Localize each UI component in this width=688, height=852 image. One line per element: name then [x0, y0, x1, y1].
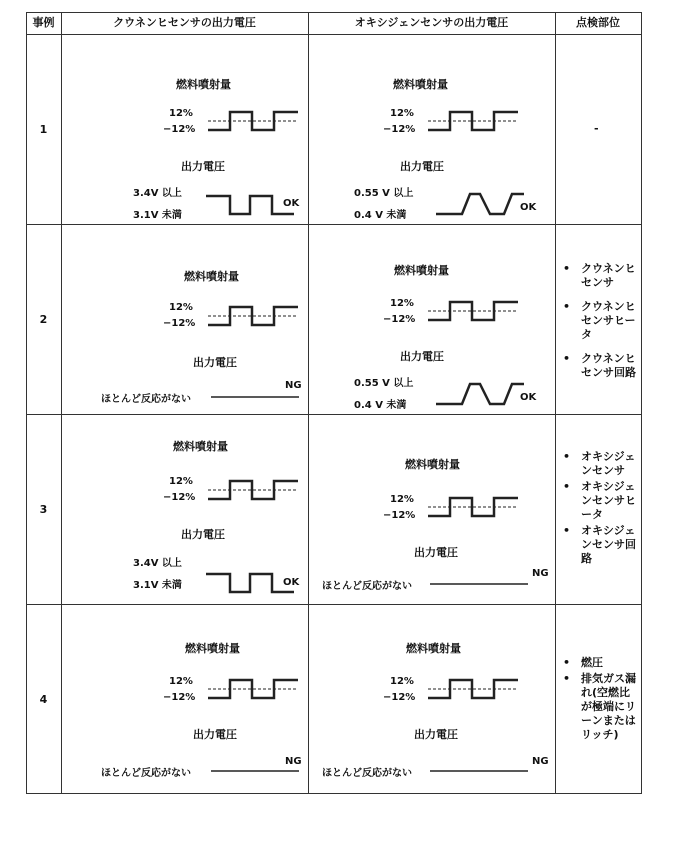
output-voltage-label: 出力電圧 — [400, 160, 444, 173]
injection-waveform — [428, 109, 518, 133]
o2-high-label: 0.55 V 以上 — [354, 378, 414, 389]
flat-output-line — [211, 769, 301, 773]
injection-waveform — [428, 495, 518, 519]
row3-parts-cell — [555, 414, 641, 604]
row4-o2-cell — [308, 604, 555, 794]
injection-waveform — [208, 478, 298, 502]
injection-waveform — [208, 677, 298, 701]
output-voltage-label: 出力電圧 — [400, 350, 444, 363]
o2-low-label: 0.4 V 未満 — [354, 210, 407, 221]
header-crank-sensor: クウネンヒセンサの出力電圧 — [113, 16, 256, 29]
output-voltage-label: 出力電圧 — [181, 160, 225, 173]
row2-o2-cell — [308, 224, 555, 414]
table-border-right — [641, 12, 642, 794]
inj-low-label: −12% — [163, 124, 196, 135]
ng-label: NG — [532, 756, 549, 767]
check-part-item: • クウネンヒセンサヒータ — [563, 300, 636, 341]
no-response-label: ほとんど反応がない — [101, 394, 191, 405]
output-voltage-label: 出力電圧 — [414, 728, 458, 741]
output-voltage-label: 出力電圧 — [181, 528, 225, 541]
ng-label: NG — [285, 380, 302, 391]
flat-output-line — [430, 769, 530, 773]
inj-high-label: 12% — [390, 494, 414, 505]
check-part-item: • オキシジェンセンサヒータ — [563, 480, 636, 521]
check-part-item: • クウネンヒセンサ回路 — [563, 352, 636, 379]
no-parts-dash: - — [594, 122, 599, 135]
check-part-item: • オキシジェンセンサ回路 — [563, 524, 636, 565]
no-response-label: ほとんど反応がない — [322, 768, 412, 779]
row1-o2-cell — [308, 34, 555, 224]
injection-label: 燃料噴射量 — [173, 440, 228, 453]
case-number: 3 — [39, 503, 48, 516]
injection-waveform — [208, 109, 298, 133]
check-part-item: • 排気ガス漏れ(空燃比が極端にリーンまたはリッチ) — [563, 672, 636, 741]
inj-high-label: 12% — [169, 676, 193, 687]
injection-label: 燃料噴射量 — [184, 270, 239, 283]
ng-label: NG — [285, 756, 302, 767]
case-number: 2 — [39, 313, 48, 326]
case-number: 1 — [39, 123, 48, 136]
ok-label: OK — [283, 198, 300, 209]
ok-label: OK — [520, 392, 537, 403]
injection-waveform — [428, 299, 518, 323]
injection-label: 燃料噴射量 — [393, 78, 448, 91]
check-parts-list — [561, 450, 641, 568]
row4-crank-cell — [61, 604, 308, 794]
output-voltage-label: 出力電圧 — [193, 356, 237, 369]
inj-low-label: −12% — [163, 692, 196, 703]
injection-label: 燃料噴射量 — [394, 264, 449, 277]
header-case: 事例 — [32, 16, 55, 29]
header-check-parts: 点検部位 — [576, 16, 620, 29]
crank-low-label: 3.1V 未満 — [133, 580, 182, 591]
inj-high-label: 12% — [390, 676, 414, 687]
no-response-label: ほとんど反応がない — [322, 581, 412, 592]
inj-low-label: −12% — [383, 124, 416, 135]
inj-low-label: −12% — [383, 692, 416, 703]
row3-o2-cell — [308, 414, 555, 604]
check-parts-list — [561, 262, 641, 390]
injection-label: 燃料噴射量 — [405, 458, 460, 471]
check-part-item: • クウネンヒセンサ — [563, 262, 636, 289]
row4-parts-cell — [555, 604, 641, 794]
check-parts-list — [561, 656, 641, 744]
row1-crank-cell — [61, 34, 308, 224]
row3-crank-cell — [61, 414, 308, 604]
crank-high-label: 3.4V 以上 — [133, 558, 182, 569]
output-voltage-label: 出力電圧 — [193, 728, 237, 741]
row2-crank-cell — [61, 224, 308, 414]
inj-high-label: 12% — [390, 298, 414, 309]
check-part-item: • 燃圧 — [563, 656, 603, 669]
inj-high-label: 12% — [169, 476, 193, 487]
injection-waveform — [428, 677, 518, 701]
row1-parts-cell — [555, 34, 641, 224]
o2-high-label: 0.55 V 以上 — [354, 188, 414, 199]
inj-high-label: 12% — [169, 108, 193, 119]
o2-low-label: 0.4 V 未満 — [354, 400, 407, 411]
inj-low-label: −12% — [163, 318, 196, 329]
no-response-label: ほとんど反応がない — [101, 768, 191, 779]
inj-low-label: −12% — [163, 492, 196, 503]
injection-label: 燃料噴射量 — [185, 642, 240, 655]
inj-high-label: 12% — [390, 108, 414, 119]
crank-low-label: 3.1V 未満 — [133, 210, 182, 221]
crank-high-label: 3.4V 以上 — [133, 188, 182, 199]
ng-label: NG — [532, 568, 549, 579]
ok-label: OK — [520, 202, 537, 213]
diagnosis-table — [26, 12, 642, 794]
output-voltage-label: 出力電圧 — [414, 546, 458, 559]
injection-label: 燃料噴射量 — [176, 78, 231, 91]
inj-high-label: 12% — [169, 302, 193, 313]
flat-output-line — [211, 395, 301, 399]
row2-parts-cell — [555, 224, 641, 414]
case-number: 4 — [39, 693, 48, 706]
check-part-item: • オキシジェンセンサ — [563, 450, 636, 477]
header-oxygen-sensor: オキシジェンセンサの出力電圧 — [354, 16, 509, 29]
injection-waveform — [208, 304, 298, 328]
injection-label: 燃料噴射量 — [406, 642, 461, 655]
inj-low-label: −12% — [383, 510, 416, 521]
inj-low-label: −12% — [383, 314, 416, 325]
ok-label: OK — [283, 577, 300, 588]
flat-output-line — [430, 582, 530, 586]
